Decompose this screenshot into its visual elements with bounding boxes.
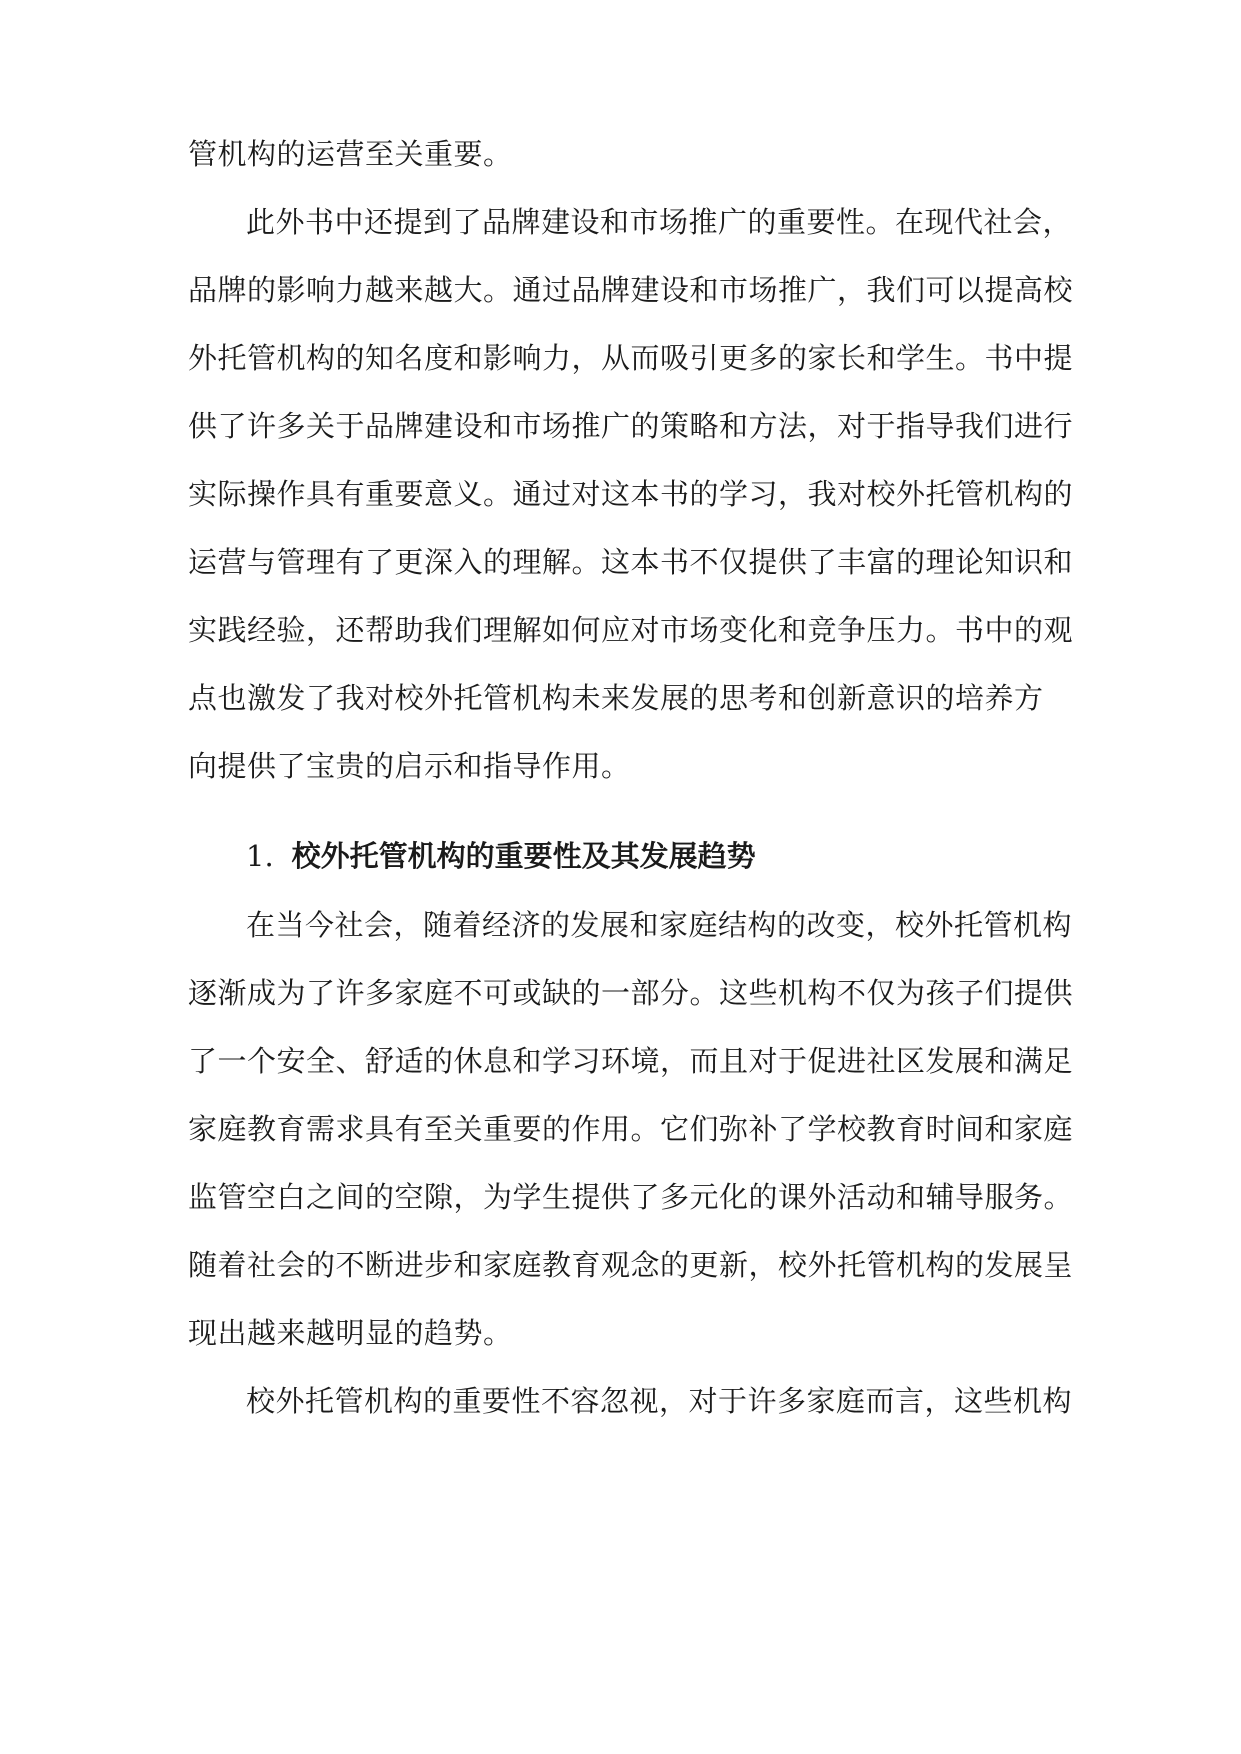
paragraph-line: 逐渐成为了许多家庭不可或缺的一部分。这些机构不仅为孩子们提供	[188, 976, 1074, 1010]
paragraph-line: 随着社会的不断进步和家庭教育观念的更新，校外托管机构的发展呈	[188, 1248, 1074, 1282]
paragraph-line: 向提供了宝贵的启示和指导作用。	[188, 749, 631, 783]
paragraph-line: 在当今社会，随着经济的发展和家庭结构的改变，校外托管机构	[246, 908, 1073, 942]
paragraph-line: 了一个安全、舒适的休息和学习环境，而且对于促进社区发展和满足	[188, 1044, 1074, 1078]
paragraph-line: 校外托管机构的重要性不容忽视，对于许多家庭而言，这些机构	[246, 1384, 1073, 1418]
paragraph-line: 家庭教育需求具有至关重要的作用。它们弥补了学校教育时间和家庭	[188, 1112, 1074, 1146]
paragraph-line: 监管空白之间的空隙，为学生提供了多元化的课外活动和辅导服务。	[188, 1180, 1074, 1214]
section-heading	[246, 836, 756, 876]
section-number: 1.	[246, 839, 274, 873]
paragraph-line: 运营与管理有了更深入的理解。这本书不仅提供了丰富的理论知识和	[188, 545, 1074, 579]
paragraph-line: 实践经验，还帮助我们理解如何应对市场变化和竞争压力。书中的观	[188, 613, 1074, 647]
paragraph-line: 现出越来越明显的趋势。	[188, 1316, 513, 1350]
paragraph-line: 管机构的运营至关重要。	[188, 137, 513, 171]
paragraph-line: 实际操作具有重要意义。通过对这本书的学习，我对校外托管机构的	[188, 477, 1074, 511]
paragraph-line: 供了许多关于品牌建设和市场推广的策略和方法，对于指导我们进行	[188, 409, 1074, 443]
paragraph-line: 此外书中还提到了品牌建设和市场推广的重要性。在现代社会，	[246, 205, 1073, 239]
paragraph-line: 品牌的影响力越来越大。通过品牌建设和市场推广，我们可以提高校	[188, 273, 1074, 307]
paragraph-line: 点也激发了我对校外托管机构未来发展的思考和创新意识的培养方	[188, 681, 1044, 715]
section-title: 校外托管机构的重要性及其发展趋势	[291, 839, 756, 873]
paragraph-line: 外托管机构的知名度和影响力，从而吸引更多的家长和学生。书中提	[188, 341, 1074, 375]
